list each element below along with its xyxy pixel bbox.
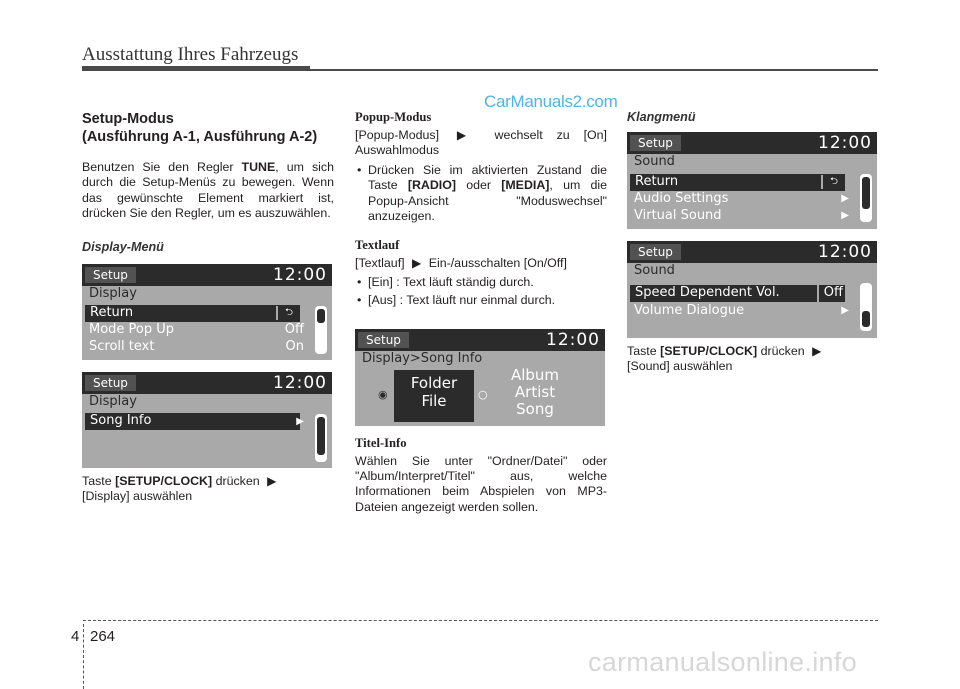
screen-clock: 12:00 <box>818 133 872 153</box>
screen-row-speed-dependent-vol-value: Off <box>823 285 843 300</box>
screen-tab: Setup <box>85 267 136 283</box>
display-menu-heading: Display-Menü <box>82 239 164 254</box>
title-info-paragraph: Wählen Sie unter "Ordner/Datei" oder "Album/Interpret/Titel" aus, welche Informationen beim Abspielen von MP3-Dateien angezeigt werden sollen. <box>355 453 607 514</box>
screen-title: Display <box>89 285 137 301</box>
scroll-paragraph: [Textlauf] ▶ Ein-/ausschalten [On/Off] <box>355 256 567 271</box>
radio-unselected-icon: ○ <box>478 387 488 401</box>
column-middle <box>355 110 607 515</box>
screen-row-mode-pop-up-value: Off <box>284 321 304 337</box>
screen-row-mode-pop-up: Mode Pop Up <box>89 321 175 337</box>
screen-scrollbar-thumb <box>317 417 325 455</box>
option-album-artist-song-label: Album Artist Song <box>510 365 560 418</box>
radio-selected-icon: ◉ <box>378 387 388 401</box>
scroll-bullet-on: • [Ein] : Text läuft ständig durch. <box>355 275 607 290</box>
screen-scrollbar <box>860 174 872 222</box>
screen-tab: Setup <box>358 332 409 348</box>
screen-title: Sound <box>634 154 675 169</box>
column-left <box>82 110 334 504</box>
arrow-icon: ▶ <box>267 473 277 488</box>
screen-row-volume-dialogue: Volume Dialogue <box>634 303 745 318</box>
watermark-bottom: carmanualsonline.info <box>588 647 857 677</box>
section-heading-line2: (Ausführung A-1, Ausführung A-2) <box>82 129 318 145</box>
screen-row-speed-dependent-vol: Speed Dependent Vol. <box>635 285 780 300</box>
sound-caption: Taste [SETUP/CLOCK] drücken ▶ [Sound] auswählen <box>627 344 822 374</box>
chapter-number: 4 <box>71 628 80 645</box>
header-rule-thin <box>310 69 878 71</box>
screen-scrollbar-thumb <box>862 311 870 327</box>
arrow-icon: ▶ <box>456 128 477 142</box>
screen-row-virtual-sound: Virtual Sound <box>634 208 722 223</box>
back-icon: ⮌ <box>276 306 300 320</box>
display-caption: Taste [SETUP/CLOCK] drücken ▶ [Display] auswählen <box>82 473 277 504</box>
submenu-arrow-icon: ▶ <box>841 305 849 316</box>
option-folder-file-label: Folder File <box>410 373 458 410</box>
column-right <box>627 110 879 375</box>
screen-row-song-info: Song Info <box>90 412 152 428</box>
sound-screen-1 <box>627 132 877 229</box>
footer-rule <box>83 620 878 621</box>
page-number: 264 <box>90 628 116 645</box>
screen-clock: 12:00 <box>546 329 600 350</box>
screen-header <box>82 264 332 286</box>
footer-divider <box>83 624 84 689</box>
screen-header <box>627 241 877 263</box>
submenu-arrow-icon: ▶ <box>841 193 849 204</box>
screen-clock: 12:00 <box>273 372 327 393</box>
screen-title: Display <box>89 393 137 409</box>
intro-paragraph: Benutzen Sie den Regler TUNE, um sich durch die Setup-Menüs zu bewegen. Wenn das gewünschte Element markiert ist, drücken Sie den Regler, um es auszuwählen. <box>82 160 334 221</box>
screen-tab: Setup <box>630 244 681 260</box>
back-icon: ⮌ <box>821 175 845 189</box>
scroll-bullet-off: • [Aus] : Text läuft nur einmal durch. <box>355 293 607 308</box>
screen-scrollbar-thumb <box>317 309 325 323</box>
screen-tab: Setup <box>85 375 136 391</box>
sound-menu-heading: Klangmenü <box>627 110 696 124</box>
screen-scrollbar <box>315 414 327 462</box>
header-title: Ausstattung Ihres Fahrzeugs <box>82 44 299 65</box>
screen-clock: 12:00 <box>273 264 327 285</box>
song-info-screen <box>355 329 605 426</box>
popup-bullet: • Drücken Sie im aktivierten Zustand die Taste [RADIO] oder [MEDIA], um die Popup-Ansicht "Moduswechsel" anzuzeigen. <box>355 163 607 225</box>
popup-heading: Popup-Modus <box>355 110 432 124</box>
screen-row-scroll-text: Scroll text <box>89 338 155 354</box>
arrow-icon: ▶ <box>412 256 422 271</box>
screen-title: Sound <box>634 263 675 278</box>
screen-clock: 12:00 <box>818 242 872 262</box>
popup-paragraph: [Popup-Modus] ▶ wechselt zu [On] Auswahlmodus <box>355 128 607 158</box>
scroll-heading: Textlauf <box>355 238 400 253</box>
sound-screen-2 <box>627 241 877 338</box>
watermark-top: CarManuals2.com <box>484 92 618 111</box>
submenu-arrow-icon: ▶ <box>841 210 849 221</box>
section-heading-line1: Setup-Modus <box>82 111 174 127</box>
arrow-icon: ▶ <box>812 344 822 358</box>
submenu-arrow-icon: ▶ <box>296 415 304 427</box>
screen-row-return: Return <box>635 174 679 189</box>
screen-header <box>82 372 332 394</box>
display-screen-2 <box>82 372 332 468</box>
display-screen-1 <box>82 264 332 360</box>
title-info-heading: Titel-Info <box>355 435 407 450</box>
screen-scrollbar <box>860 283 872 331</box>
header-rule-thick <box>82 66 310 71</box>
screen-scrollbar-thumb <box>862 177 870 209</box>
screen-scrollbar <box>315 306 327 354</box>
screen-row-return: Return <box>90 304 134 320</box>
screen-row-scroll-text-value: On <box>285 338 304 354</box>
screen-tab: Setup <box>630 135 681 151</box>
screen-header <box>355 329 605 351</box>
screen-header <box>627 132 877 154</box>
screen-title: Display>Song Info <box>362 350 483 366</box>
screen-row-audio-settings: Audio Settings <box>634 191 729 206</box>
